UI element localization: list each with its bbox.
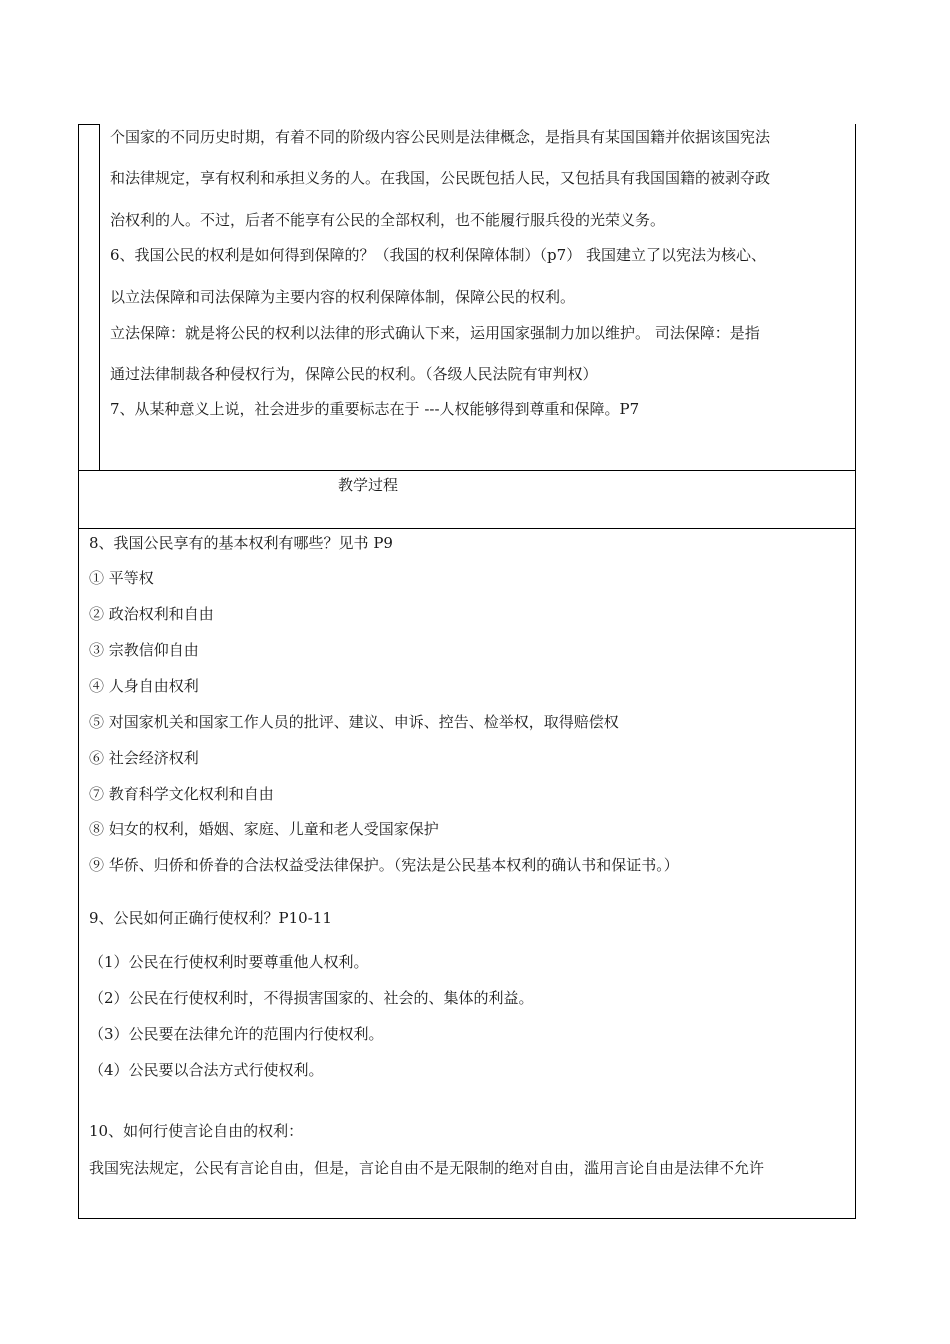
body-line-9: ⑧ 妇女的权利，婚姻、家庭、儿童和老人受国家保护 <box>89 820 439 838</box>
top-section-right-border <box>855 124 856 471</box>
body-line-17: 我国宪法规定，公民有言论自由，但是，言论自由不是无限制的绝对自由，滥用言论自由是法律不允许 <box>89 1159 765 1177</box>
body-line-1: 8、我国公民享有的基本权利有哪些？见书 P9 <box>89 534 393 552</box>
body-line-4: ③ 宗教信仰自由 <box>89 641 199 659</box>
header-top-border <box>78 470 856 471</box>
body-line-12: （1）公民在行使权利时要尊重他人权利。 <box>89 953 369 971</box>
body-line-14: （3）公民要在法律允许的范围内行使权利。 <box>89 1025 384 1043</box>
body-line-16: 10、如何行使言论自由的权利： <box>89 1122 304 1140</box>
top-text-line-4: 6、我国公民的权利是如何得到保障的？（我国的权利保障体制）（p7） 我国建立了以宪法为核心、 <box>110 246 766 264</box>
top-text-line-1: 个国家的不同历史时期，有着不同的阶级内容公民则是法律概念，是指具有某国国籍并依据该国宪法 <box>110 128 771 146</box>
body-line-13: （2）公民在行使权利时，不得损害国家的、社会的、集体的利益。 <box>89 989 534 1007</box>
main-left-border <box>78 470 79 1219</box>
body-line-11: 9、公民如何正确行使权利？P10-11 <box>89 909 332 927</box>
body-line-6: ⑤ 对国家机关和国家工作人员的批评、建议、申诉、控告、检举权，取得赔偿权 <box>89 713 619 731</box>
header-bottom-border <box>78 528 856 529</box>
top-text-line-8: 7、从某种意义上说，社会进步的重要标志在于 ---人权能够得到尊重和保障。P7 <box>110 400 640 418</box>
main-bottom-border <box>78 1218 856 1219</box>
top-text-line-6: 立法保障：就是将公民的权利以法律的形式确认下来，运用国家强制力加以维护。 司法保障：是指 <box>110 324 760 342</box>
body-line-3: ② 政治权利和自由 <box>89 605 214 623</box>
top-text-line-3: 治权利的人。不过，后者不能享有公民的全部权利，也不能履行服兵役的光荣义务。 <box>110 211 666 229</box>
top-section-corner-tick <box>78 124 99 125</box>
body-line-2: ① 平等权 <box>89 569 154 587</box>
body-line-5: ④ 人身自由权利 <box>89 677 199 695</box>
main-right-border <box>855 470 856 1219</box>
top-text-line-2: 和法律规定，享有权利和承担义务的人。在我国，公民既包括人民，又包括具有我国国籍的被剥夺政 <box>110 169 771 187</box>
section-header-title: 教学过程 <box>338 476 399 494</box>
top-text-line-7: 通过法律制裁各种侵权行为，保障公民的权利。（各级人民法院有审判权） <box>110 365 598 383</box>
body-line-15: （4）公民要以合法方式行使权利。 <box>89 1061 324 1079</box>
body-line-10: ⑨ 华侨、归侨和侨眷的合法权益受法律保护。（宪法是公民基本权利的确认书和保证书。） <box>89 856 679 874</box>
top-section-inner-left-border <box>99 124 100 471</box>
body-line-7: ⑥ 社会经济权利 <box>89 749 199 767</box>
top-section-outer-left-border <box>78 124 79 471</box>
body-line-8: ⑦ 教育科学文化权利和自由 <box>89 785 274 803</box>
top-text-line-5: 以立法保障和司法保障为主要内容的权利保障体制，保障公民的权利。 <box>110 288 576 306</box>
